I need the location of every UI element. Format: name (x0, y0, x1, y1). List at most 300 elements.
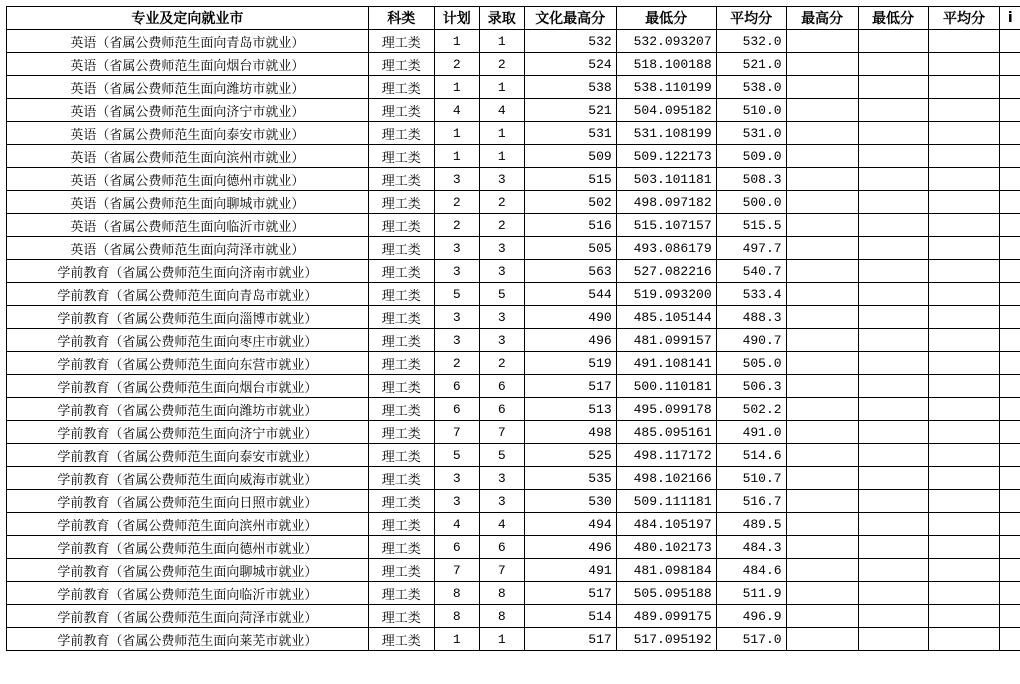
highest-2-cell[interactable] (786, 467, 858, 490)
plan-cell[interactable]: 3 (434, 168, 479, 191)
average-cell[interactable]: 502.2 (716, 398, 786, 421)
lowest-cell[interactable]: 532.093207 (616, 30, 716, 53)
culture-highest-cell[interactable]: 517 (524, 582, 616, 605)
category-cell[interactable]: 理工类 (368, 490, 434, 513)
average-2-cell[interactable] (928, 76, 1000, 99)
lowest-2-cell[interactable] (858, 536, 928, 559)
clipped-cell[interactable] (1000, 329, 1020, 352)
plan-cell[interactable]: 1 (434, 122, 479, 145)
culture-highest-cell[interactable]: 524 (524, 53, 616, 76)
clipped-cell[interactable] (1000, 53, 1020, 76)
lowest-cell[interactable]: 498.097182 (616, 191, 716, 214)
lowest-2-cell[interactable] (858, 375, 928, 398)
average-2-cell[interactable] (928, 283, 1000, 306)
average-cell[interactable]: 484.6 (716, 559, 786, 582)
average-cell[interactable]: 531.0 (716, 122, 786, 145)
average-2-cell[interactable] (928, 559, 1000, 582)
average-2-cell[interactable] (928, 398, 1000, 421)
category-cell[interactable]: 理工类 (368, 76, 434, 99)
culture-highest-cell[interactable]: 514 (524, 605, 616, 628)
major-cell[interactable]: 学前教育（省属公费师范生面向青岛市就业） (7, 283, 369, 306)
highest-2-cell[interactable] (786, 398, 858, 421)
admitted-cell[interactable]: 3 (479, 237, 524, 260)
admitted-cell[interactable]: 3 (479, 467, 524, 490)
major-cell[interactable]: 英语（省属公费师范生面向潍坊市就业） (7, 76, 369, 99)
culture-highest-cell[interactable]: 521 (524, 99, 616, 122)
plan-cell[interactable]: 6 (434, 536, 479, 559)
plan-cell[interactable]: 8 (434, 605, 479, 628)
highest-2-cell[interactable] (786, 559, 858, 582)
average-cell[interactable]: 533.4 (716, 283, 786, 306)
category-cell[interactable]: 理工类 (368, 30, 434, 53)
average-cell[interactable]: 488.3 (716, 306, 786, 329)
average-2-cell[interactable] (928, 513, 1000, 536)
average-cell[interactable]: 500.0 (716, 191, 786, 214)
clipped-cell[interactable] (1000, 467, 1020, 490)
admitted-cell[interactable]: 8 (479, 582, 524, 605)
highest-2-cell[interactable] (786, 214, 858, 237)
plan-cell[interactable]: 6 (434, 375, 479, 398)
lowest-cell[interactable]: 531.108199 (616, 122, 716, 145)
culture-highest-cell[interactable]: 505 (524, 237, 616, 260)
major-cell[interactable]: 学前教育（省属公费师范生面向莱芜市就业） (7, 628, 369, 651)
average-cell[interactable]: 491.0 (716, 421, 786, 444)
lowest-cell[interactable]: 480.102173 (616, 536, 716, 559)
category-cell[interactable]: 理工类 (368, 237, 434, 260)
average-2-cell[interactable] (928, 536, 1000, 559)
major-cell[interactable]: 英语（省属公费师范生面向泰安市就业） (7, 122, 369, 145)
average-2-cell[interactable] (928, 237, 1000, 260)
lowest-2-cell[interactable] (858, 30, 928, 53)
major-cell[interactable]: 英语（省属公费师范生面向菏泽市就业） (7, 237, 369, 260)
average-2-cell[interactable] (928, 30, 1000, 53)
culture-highest-cell[interactable]: 530 (524, 490, 616, 513)
admitted-cell[interactable]: 5 (479, 283, 524, 306)
header-average-2[interactable]: 平均分 (928, 7, 1000, 30)
average-cell[interactable]: 538.0 (716, 76, 786, 99)
major-cell[interactable]: 学前教育（省属公费师范生面向菏泽市就业） (7, 605, 369, 628)
major-cell[interactable]: 学前教育（省属公费师范生面向烟台市就业） (7, 375, 369, 398)
major-cell[interactable]: 英语（省属公费师范生面向青岛市就业） (7, 30, 369, 53)
highest-2-cell[interactable] (786, 329, 858, 352)
lowest-2-cell[interactable] (858, 237, 928, 260)
admitted-cell[interactable]: 1 (479, 122, 524, 145)
lowest-cell[interactable]: 518.100188 (616, 53, 716, 76)
major-cell[interactable]: 英语（省属公费师范生面向烟台市就业） (7, 53, 369, 76)
lowest-2-cell[interactable] (858, 99, 928, 122)
clipped-cell[interactable] (1000, 421, 1020, 444)
plan-cell[interactable]: 1 (434, 628, 479, 651)
culture-highest-cell[interactable]: 498 (524, 421, 616, 444)
category-cell[interactable]: 理工类 (368, 53, 434, 76)
admitted-cell[interactable]: 4 (479, 513, 524, 536)
category-cell[interactable]: 理工类 (368, 605, 434, 628)
lowest-2-cell[interactable] (858, 352, 928, 375)
average-2-cell[interactable] (928, 145, 1000, 168)
category-cell[interactable]: 理工类 (368, 398, 434, 421)
major-cell[interactable]: 学前教育（省属公费师范生面向济南市就业） (7, 260, 369, 283)
average-cell[interactable]: 516.7 (716, 490, 786, 513)
average-cell[interactable]: 508.3 (716, 168, 786, 191)
average-cell[interactable]: 510.7 (716, 467, 786, 490)
major-cell[interactable]: 英语（省属公费师范生面向临沂市就业） (7, 214, 369, 237)
clipped-cell[interactable] (1000, 582, 1020, 605)
culture-highest-cell[interactable]: 563 (524, 260, 616, 283)
header-average[interactable]: 平均分 (716, 7, 786, 30)
admitted-cell[interactable]: 2 (479, 214, 524, 237)
average-cell[interactable]: 489.5 (716, 513, 786, 536)
average-2-cell[interactable] (928, 168, 1000, 191)
major-cell[interactable]: 学前教育（省属公费师范生面向临沂市就业） (7, 582, 369, 605)
admitted-cell[interactable]: 3 (479, 260, 524, 283)
category-cell[interactable]: 理工类 (368, 352, 434, 375)
highest-2-cell[interactable] (786, 283, 858, 306)
average-cell[interactable]: 515.5 (716, 214, 786, 237)
highest-2-cell[interactable] (786, 513, 858, 536)
plan-cell[interactable]: 1 (434, 76, 479, 99)
highest-2-cell[interactable] (786, 444, 858, 467)
category-cell[interactable]: 理工类 (368, 99, 434, 122)
admitted-cell[interactable]: 6 (479, 375, 524, 398)
header-major[interactable]: 专业及定向就业市 (7, 7, 369, 30)
lowest-2-cell[interactable] (858, 559, 928, 582)
culture-highest-cell[interactable]: 494 (524, 513, 616, 536)
plan-cell[interactable]: 5 (434, 283, 479, 306)
highest-2-cell[interactable] (786, 168, 858, 191)
major-cell[interactable]: 学前教育（省属公费师范生面向枣庄市就业） (7, 329, 369, 352)
admitted-cell[interactable]: 6 (479, 398, 524, 421)
highest-2-cell[interactable] (786, 536, 858, 559)
major-cell[interactable]: 学前教育（省属公费师范生面向威海市就业） (7, 467, 369, 490)
culture-highest-cell[interactable]: 491 (524, 559, 616, 582)
average-2-cell[interactable] (928, 53, 1000, 76)
admitted-cell[interactable]: 4 (479, 99, 524, 122)
clipped-cell[interactable] (1000, 122, 1020, 145)
average-cell[interactable]: 490.7 (716, 329, 786, 352)
average-2-cell[interactable] (928, 605, 1000, 628)
average-2-cell[interactable] (928, 306, 1000, 329)
plan-cell[interactable]: 4 (434, 99, 479, 122)
lowest-2-cell[interactable] (858, 260, 928, 283)
culture-highest-cell[interactable]: 525 (524, 444, 616, 467)
lowest-2-cell[interactable] (858, 605, 928, 628)
admitted-cell[interactable]: 2 (479, 53, 524, 76)
plan-cell[interactable]: 2 (434, 214, 479, 237)
clipped-cell[interactable] (1000, 375, 1020, 398)
major-cell[interactable]: 英语（省属公费师范生面向滨州市就业） (7, 145, 369, 168)
lowest-2-cell[interactable] (858, 444, 928, 467)
average-2-cell[interactable] (928, 582, 1000, 605)
lowest-2-cell[interactable] (858, 145, 928, 168)
culture-highest-cell[interactable]: 535 (524, 467, 616, 490)
average-cell[interactable]: 511.9 (716, 582, 786, 605)
plan-cell[interactable]: 5 (434, 444, 479, 467)
highest-2-cell[interactable] (786, 122, 858, 145)
major-cell[interactable]: 英语（省属公费师范生面向德州市就业） (7, 168, 369, 191)
lowest-2-cell[interactable] (858, 329, 928, 352)
average-cell[interactable]: 506.3 (716, 375, 786, 398)
major-cell[interactable]: 学前教育（省属公费师范生面向济宁市就业） (7, 421, 369, 444)
lowest-cell[interactable]: 498.117172 (616, 444, 716, 467)
lowest-cell[interactable]: 491.108141 (616, 352, 716, 375)
category-cell[interactable]: 理工类 (368, 421, 434, 444)
average-2-cell[interactable] (928, 214, 1000, 237)
plan-cell[interactable]: 3 (434, 260, 479, 283)
culture-highest-cell[interactable]: 516 (524, 214, 616, 237)
clipped-cell[interactable] (1000, 536, 1020, 559)
clipped-cell[interactable] (1000, 283, 1020, 306)
lowest-2-cell[interactable] (858, 582, 928, 605)
lowest-cell[interactable]: 504.095182 (616, 99, 716, 122)
average-2-cell[interactable] (928, 191, 1000, 214)
lowest-2-cell[interactable] (858, 76, 928, 99)
culture-highest-cell[interactable]: 515 (524, 168, 616, 191)
average-cell[interactable]: 484.3 (716, 536, 786, 559)
culture-highest-cell[interactable]: 517 (524, 628, 616, 651)
highest-2-cell[interactable] (786, 191, 858, 214)
highest-2-cell[interactable] (786, 237, 858, 260)
lowest-cell[interactable]: 503.101181 (616, 168, 716, 191)
highest-2-cell[interactable] (786, 76, 858, 99)
category-cell[interactable]: 理工类 (368, 513, 434, 536)
major-cell[interactable]: 学前教育（省属公费师范生面向淄博市就业） (7, 306, 369, 329)
admitted-cell[interactable]: 2 (479, 352, 524, 375)
clipped-cell[interactable] (1000, 145, 1020, 168)
average-2-cell[interactable] (928, 444, 1000, 467)
major-cell[interactable]: 英语（省属公费师范生面向济宁市就业） (7, 99, 369, 122)
plan-cell[interactable]: 4 (434, 513, 479, 536)
header-category[interactable]: 科类 (368, 7, 434, 30)
highest-2-cell[interactable] (786, 628, 858, 651)
major-cell[interactable]: 英语（省属公费师范生面向聊城市就业） (7, 191, 369, 214)
average-2-cell[interactable] (928, 260, 1000, 283)
admitted-cell[interactable]: 1 (479, 145, 524, 168)
admitted-cell[interactable]: 2 (479, 191, 524, 214)
major-cell[interactable]: 学前教育（省属公费师范生面向滨州市就业） (7, 513, 369, 536)
lowest-cell[interactable]: 500.110181 (616, 375, 716, 398)
lowest-2-cell[interactable] (858, 168, 928, 191)
category-cell[interactable]: 理工类 (368, 168, 434, 191)
clipped-cell[interactable] (1000, 513, 1020, 536)
lowest-cell[interactable]: 517.095192 (616, 628, 716, 651)
lowest-cell[interactable]: 509.111181 (616, 490, 716, 513)
category-cell[interactable]: 理工类 (368, 467, 434, 490)
category-cell[interactable]: 理工类 (368, 283, 434, 306)
lowest-2-cell[interactable] (858, 122, 928, 145)
major-cell[interactable]: 学前教育（省属公费师范生面向聊城市就业） (7, 559, 369, 582)
highest-2-cell[interactable] (786, 306, 858, 329)
average-2-cell[interactable] (928, 329, 1000, 352)
lowest-cell[interactable]: 498.102166 (616, 467, 716, 490)
average-2-cell[interactable] (928, 467, 1000, 490)
plan-cell[interactable]: 3 (434, 490, 479, 513)
lowest-2-cell[interactable] (858, 513, 928, 536)
clipped-cell[interactable] (1000, 99, 1020, 122)
lowest-cell[interactable]: 519.093200 (616, 283, 716, 306)
lowest-2-cell[interactable] (858, 628, 928, 651)
admitted-cell[interactable]: 1 (479, 628, 524, 651)
lowest-cell[interactable]: 481.099157 (616, 329, 716, 352)
highest-2-cell[interactable] (786, 582, 858, 605)
admitted-cell[interactable]: 6 (479, 536, 524, 559)
culture-highest-cell[interactable]: 513 (524, 398, 616, 421)
clipped-cell[interactable] (1000, 628, 1020, 651)
lowest-cell[interactable]: 505.095188 (616, 582, 716, 605)
lowest-cell[interactable]: 515.107157 (616, 214, 716, 237)
highest-2-cell[interactable] (786, 30, 858, 53)
average-2-cell[interactable] (928, 122, 1000, 145)
clipped-cell[interactable] (1000, 490, 1020, 513)
average-cell[interactable]: 540.7 (716, 260, 786, 283)
culture-highest-cell[interactable]: 496 (524, 536, 616, 559)
major-cell[interactable]: 学前教育（省属公费师范生面向东营市就业） (7, 352, 369, 375)
header-lowest-2[interactable]: 最低分 (858, 7, 928, 30)
major-cell[interactable]: 学前教育（省属公费师范生面向潍坊市就业） (7, 398, 369, 421)
lowest-cell[interactable]: 485.095161 (616, 421, 716, 444)
plan-cell[interactable]: 2 (434, 352, 479, 375)
plan-cell[interactable]: 2 (434, 191, 479, 214)
category-cell[interactable]: 理工类 (368, 536, 434, 559)
clipped-cell[interactable] (1000, 605, 1020, 628)
highest-2-cell[interactable] (786, 352, 858, 375)
average-2-cell[interactable] (928, 99, 1000, 122)
lowest-cell[interactable]: 495.099178 (616, 398, 716, 421)
category-cell[interactable]: 理工类 (368, 559, 434, 582)
admitted-cell[interactable]: 7 (479, 421, 524, 444)
highest-2-cell[interactable] (786, 421, 858, 444)
clipped-cell[interactable] (1000, 260, 1020, 283)
lowest-cell[interactable]: 485.105144 (616, 306, 716, 329)
lowest-cell[interactable]: 481.098184 (616, 559, 716, 582)
major-cell[interactable]: 学前教育（省属公费师范生面向泰安市就业） (7, 444, 369, 467)
average-cell[interactable]: 497.7 (716, 237, 786, 260)
culture-highest-cell[interactable]: 490 (524, 306, 616, 329)
average-2-cell[interactable] (928, 352, 1000, 375)
lowest-cell[interactable]: 527.082216 (616, 260, 716, 283)
clipped-cell[interactable] (1000, 306, 1020, 329)
average-2-cell[interactable] (928, 375, 1000, 398)
plan-cell[interactable]: 1 (434, 30, 479, 53)
highest-2-cell[interactable] (786, 145, 858, 168)
average-cell[interactable]: 514.6 (716, 444, 786, 467)
lowest-cell[interactable]: 489.099175 (616, 605, 716, 628)
lowest-2-cell[interactable] (858, 467, 928, 490)
category-cell[interactable]: 理工类 (368, 214, 434, 237)
lowest-2-cell[interactable] (858, 490, 928, 513)
average-cell[interactable]: 509.0 (716, 145, 786, 168)
plan-cell[interactable]: 7 (434, 421, 479, 444)
culture-highest-cell[interactable]: 532 (524, 30, 616, 53)
header-highest-2[interactable]: 最高分 (786, 7, 858, 30)
clipped-cell[interactable] (1000, 30, 1020, 53)
average-2-cell[interactable] (928, 421, 1000, 444)
clipped-cell[interactable] (1000, 444, 1020, 467)
clipped-cell[interactable] (1000, 76, 1020, 99)
plan-cell[interactable]: 8 (434, 582, 479, 605)
average-cell[interactable]: 510.0 (716, 99, 786, 122)
culture-highest-cell[interactable]: 509 (524, 145, 616, 168)
clipped-cell[interactable] (1000, 168, 1020, 191)
lowest-cell[interactable]: 493.086179 (616, 237, 716, 260)
admitted-cell[interactable]: 1 (479, 30, 524, 53)
lowest-cell[interactable]: 484.105197 (616, 513, 716, 536)
admitted-cell[interactable]: 8 (479, 605, 524, 628)
lowest-cell[interactable]: 509.122173 (616, 145, 716, 168)
admitted-cell[interactable]: 7 (479, 559, 524, 582)
admitted-cell[interactable]: 3 (479, 306, 524, 329)
lowest-2-cell[interactable] (858, 53, 928, 76)
admitted-cell[interactable]: 3 (479, 329, 524, 352)
lowest-2-cell[interactable] (858, 214, 928, 237)
highest-2-cell[interactable] (786, 490, 858, 513)
plan-cell[interactable]: 3 (434, 329, 479, 352)
category-cell[interactable]: 理工类 (368, 628, 434, 651)
admitted-cell[interactable]: 3 (479, 168, 524, 191)
plan-cell[interactable]: 3 (434, 467, 479, 490)
clipped-cell[interactable] (1000, 191, 1020, 214)
clipped-cell[interactable] (1000, 559, 1020, 582)
average-cell[interactable]: 532.0 (716, 30, 786, 53)
average-cell[interactable]: 505.0 (716, 352, 786, 375)
lowest-2-cell[interactable] (858, 283, 928, 306)
culture-highest-cell[interactable]: 496 (524, 329, 616, 352)
lowest-2-cell[interactable] (858, 398, 928, 421)
header-clipped-column[interactable]: i (1000, 7, 1020, 30)
lowest-cell[interactable]: 538.110199 (616, 76, 716, 99)
highest-2-cell[interactable] (786, 375, 858, 398)
category-cell[interactable]: 理工类 (368, 582, 434, 605)
category-cell[interactable]: 理工类 (368, 260, 434, 283)
admitted-cell[interactable]: 1 (479, 76, 524, 99)
lowest-2-cell[interactable] (858, 306, 928, 329)
plan-cell[interactable]: 6 (434, 398, 479, 421)
category-cell[interactable]: 理工类 (368, 306, 434, 329)
lowest-2-cell[interactable] (858, 191, 928, 214)
average-2-cell[interactable] (928, 628, 1000, 651)
average-cell[interactable]: 521.0 (716, 53, 786, 76)
culture-highest-cell[interactable]: 544 (524, 283, 616, 306)
culture-highest-cell[interactable]: 538 (524, 76, 616, 99)
average-cell[interactable]: 496.9 (716, 605, 786, 628)
highest-2-cell[interactable] (786, 53, 858, 76)
major-cell[interactable]: 学前教育（省属公费师范生面向日照市就业） (7, 490, 369, 513)
highest-2-cell[interactable] (786, 260, 858, 283)
clipped-cell[interactable] (1000, 214, 1020, 237)
category-cell[interactable]: 理工类 (368, 444, 434, 467)
highest-2-cell[interactable] (786, 605, 858, 628)
clipped-cell[interactable] (1000, 398, 1020, 421)
culture-highest-cell[interactable]: 502 (524, 191, 616, 214)
header-culture-highest[interactable]: 文化最高分 (524, 7, 616, 30)
admitted-cell[interactable]: 3 (479, 490, 524, 513)
header-plan[interactable]: 计划 (434, 7, 479, 30)
plan-cell[interactable]: 1 (434, 145, 479, 168)
clipped-cell[interactable] (1000, 237, 1020, 260)
average-cell[interactable]: 517.0 (716, 628, 786, 651)
culture-highest-cell[interactable]: 519 (524, 352, 616, 375)
category-cell[interactable]: 理工类 (368, 191, 434, 214)
lowest-2-cell[interactable] (858, 421, 928, 444)
category-cell[interactable]: 理工类 (368, 145, 434, 168)
header-admitted[interactable]: 录取 (479, 7, 524, 30)
major-cell[interactable]: 学前教育（省属公费师范生面向德州市就业） (7, 536, 369, 559)
plan-cell[interactable]: 3 (434, 306, 479, 329)
plan-cell[interactable]: 7 (434, 559, 479, 582)
culture-highest-cell[interactable]: 517 (524, 375, 616, 398)
category-cell[interactable]: 理工类 (368, 375, 434, 398)
category-cell[interactable]: 理工类 (368, 329, 434, 352)
header-lowest[interactable]: 最低分 (616, 7, 716, 30)
